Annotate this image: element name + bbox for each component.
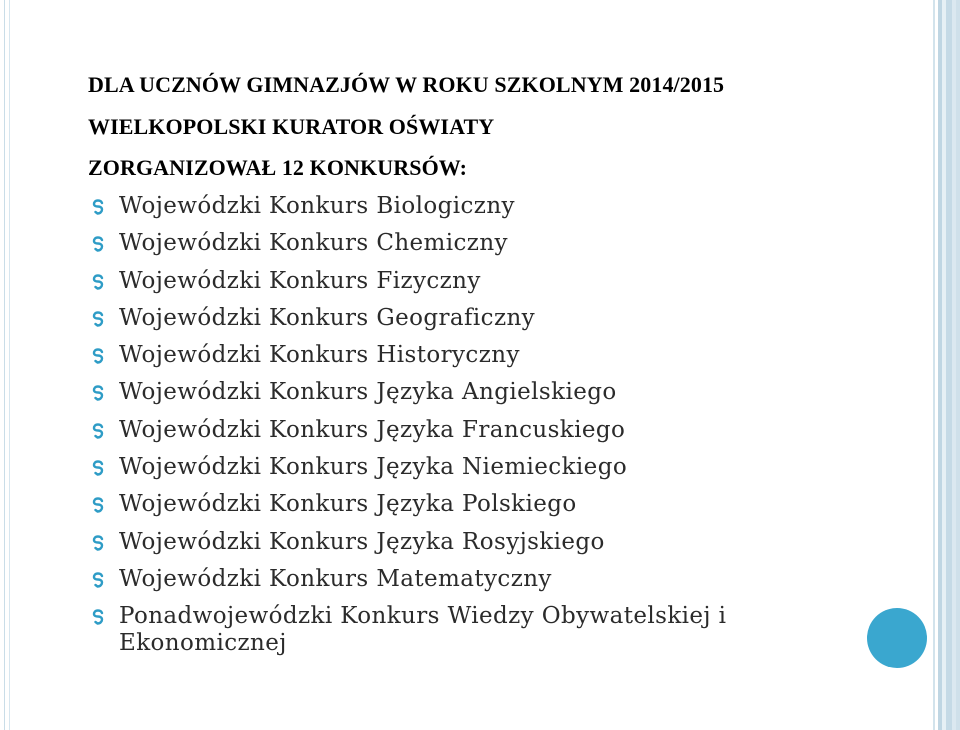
list-item-label: Wojewódzki Konkurs Języka Francuskiego [119,416,626,443]
circle-decoration [867,608,927,668]
list-item [88,342,778,369]
list-item [88,268,778,295]
list-item-label: Wojewódzki Konkurs Języka Niemieckiego [119,454,628,481]
heading-line-3: ZORGANIZOWAŁ 12 KONKURSÓW: [88,155,468,180]
list-item-label: Wojewódzki Konkurs Języka Polskiego [119,491,577,518]
right-decorative-strip [930,0,960,730]
heading-line-1: DLA UCZNÓW GIMNAZJÓW W ROKU SZKOLNYM 2014/2015 [88,72,725,97]
list-item [88,454,778,481]
list-item-label: Wojewódzki Konkurs Języka Rosyjskiego [119,528,605,555]
list-item [88,603,778,657]
list-item [88,305,778,332]
bullet-icon [91,572,105,588]
list-item-label: Wojewódzki Konkurs Języka Angielskiego [119,379,617,406]
contest-list [88,193,778,668]
list-item-label: Wojewódzki Konkurs Fizyczny [119,267,481,294]
bullet-icon [91,199,105,215]
list-item [88,491,778,518]
list-item-label: Wojewódzki Konkurs Geograficzny [119,304,536,331]
bullet-icon [91,423,105,439]
list-item [88,566,778,593]
list-item [88,529,778,556]
bullet-icon [91,274,105,290]
list-item-label: Wojewódzki Konkurs Matematyczny [119,565,552,592]
list-item [88,230,778,257]
list-item-label: Ponadwojewódzki Konkurs Wiedzy Obywatelskiej i Ekonomicznej [119,603,727,657]
list-item-label: Wojewódzki Konkurs Historyczny [119,342,520,369]
bullet-icon [91,535,105,551]
list-item-label: Wojewódzki Konkurs Chemiczny [119,230,508,257]
bullet-icon [91,460,105,476]
heading-line-2: WIELKOPOLSKI KURATOR OŚWIATY [88,114,495,139]
list-item [88,193,778,220]
bullet-icon [91,609,105,625]
bullet-icon [91,236,105,252]
list-item [88,379,778,406]
bullet-icon [91,348,105,364]
bullet-icon [91,311,105,327]
left-decorative-strip [0,0,13,730]
list-item-label: Wojewódzki Konkurs Biologiczny [119,193,515,219]
list-item [88,417,778,444]
bullet-icon [91,385,105,401]
bullet-icon [91,497,105,513]
